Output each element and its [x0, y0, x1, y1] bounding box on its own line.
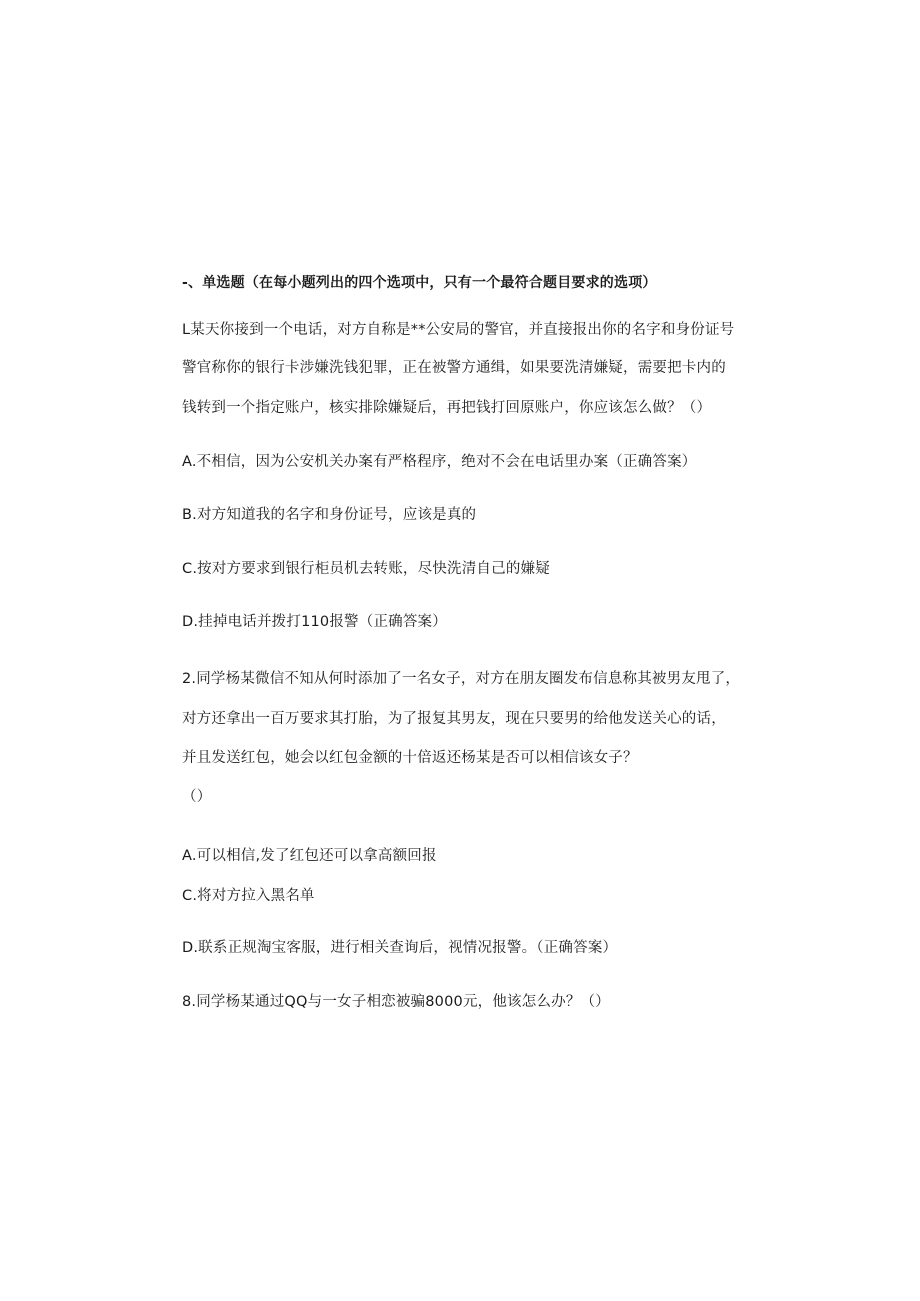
question-1-option-a: A.不相信，因为公安机关办案有严格程序，绝对不会在电话里办案（正确答案）: [182, 454, 697, 470]
question-2-line-2: 对方还拿出一百万要求其打胎，为了报复其男友，现在只要男的给他发送关心的话，: [182, 711, 726, 727]
question-2-option-a: A.可以相信,发了红包还可以拿高额回报: [182, 848, 437, 864]
question-3-line-1: 8.同学杨某通过QQ与一女子相恋被骗8000元，他该怎么办？（）: [182, 994, 610, 1010]
question-1-option-b: B.对方知道我的名字和身份证号，应该是真的: [182, 507, 477, 523]
question-2-line-3: 并且发送红包，她会以红包金额的十倍返还杨某是否可以相信该女子？: [182, 750, 638, 766]
question-2-option-d: D.联系正规淘宝客服，进行相关查询后，视情况报警。（正确答案）: [182, 940, 618, 956]
question-1-line-3: 钱转到一个指定账户，核实排除嫌疑后，再把钱打回原账户，你应该怎么做？（）: [182, 400, 712, 416]
question-1-option-c: C.按对方要求到银行柜员机去转账，尽快洗清自己的嫌疑: [182, 561, 550, 577]
question-2-option-c: C.将对方拉入黑名单: [182, 888, 315, 904]
question-2-line-1: 2.同学杨某微信不知从何时添加了一名女子，对方在朋友圈发布信息称其被男友甩了，: [182, 671, 741, 687]
question-1-line-1: L某天你接到一个电话，对方自称是**公安局的警官，并直接报出你的名字和身份证号: [182, 322, 735, 338]
section-heading: -、单选题（在每小题列出的四个选项中，只有一个最符合题目要求的选项）: [182, 275, 657, 291]
question-1-line-2: 警官称你的银行卡涉嫌洗钱犯罪，正在被警方通缉，如果要洗清嫌疑，需要把卡内的: [182, 360, 726, 376]
question-2-line-4: （）: [182, 789, 212, 805]
question-1-option-d: D.挂掉电话并拨打110报警（正确答案）: [182, 614, 447, 630]
